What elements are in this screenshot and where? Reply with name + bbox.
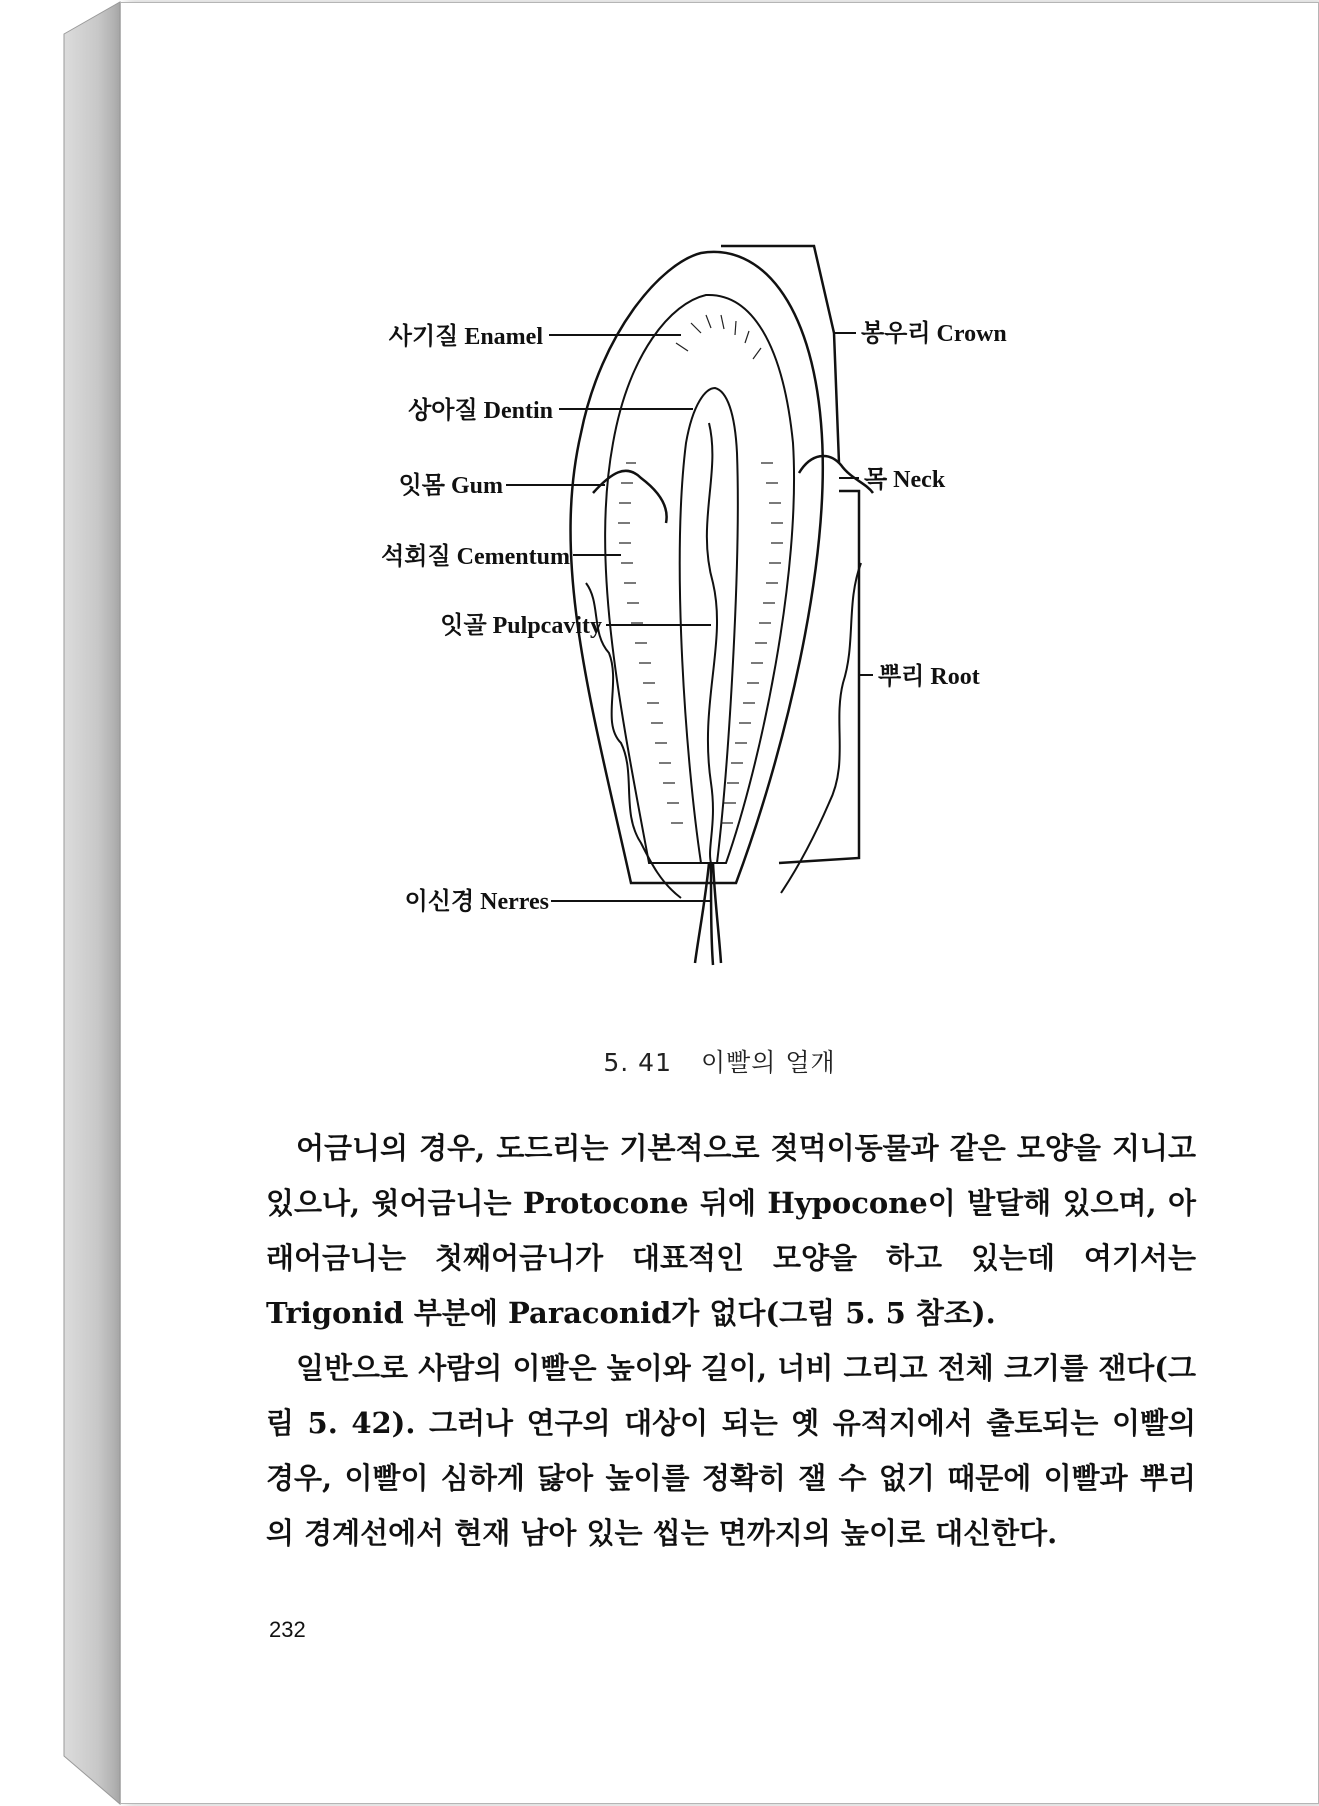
book-spine [0, 0, 130, 1806]
label-gum: 잇몸 Gum [398, 473, 503, 499]
gum-left [593, 471, 667, 523]
paragraph: 일반으로 사람의 이빨은 높이와 길이, 너비 그리고 전체 크기를 잰다(그림 5. 42). 그러나 연구의 대상이 되는 옛 유적지에서 출토되는 이빨의 경우, 이빨이 심하게 닳아 높이를 정확히 잴 수 없기 때문에 이빨과 뿌리의 경계선에서 현재 남아 있는 씹는 면까지의 높이로 대신한다. [266, 1351, 1196, 1550]
dentin-outline [605, 295, 794, 863]
tooth-anatomy-figure [121, 3, 1318, 1013]
label-crown: 봉우리 Crown [861, 321, 1007, 347]
label-nerves: 이신경 Nerres [404, 889, 549, 915]
caption-text: 이빨의 얼개 [700, 1048, 836, 1077]
label-root: 뿌리 Root [878, 664, 980, 690]
label-pulpcavity: 잇골 Pulpcavity [440, 613, 602, 639]
label-cementum: 석회질 Cementum [381, 544, 570, 570]
gum-right [799, 456, 873, 493]
bone-right [781, 563, 861, 893]
body-text [266, 1121, 1196, 1561]
nerve-strands [695, 863, 721, 965]
book-page [120, 2, 1319, 1804]
label-enamel: 사기질 Enamel [388, 324, 543, 350]
page-number: 232 [269, 1617, 306, 1642]
label-dentin: 상아질 Dentin [408, 398, 553, 424]
tooth-outline [571, 252, 823, 883]
label-neck: 목 Neck [864, 467, 946, 493]
figure-caption [121, 1043, 1318, 1079]
caption-number: 5. 41 [603, 1048, 672, 1077]
paragraph: 어금니의 경우, 도드리는 기본적으로 젖먹이동물과 같은 모양을 지니고 있으나, 윗어금니는 Protocone 뒤에 Hypocone이 발달해 있으며, 아래어금니는 첫째어금니가 대표적인 모양을 하고 있는데 여기서는 Trigonid 부분에 Paraconid가 없다(그림 5. 5 참조). [266, 1131, 1196, 1330]
